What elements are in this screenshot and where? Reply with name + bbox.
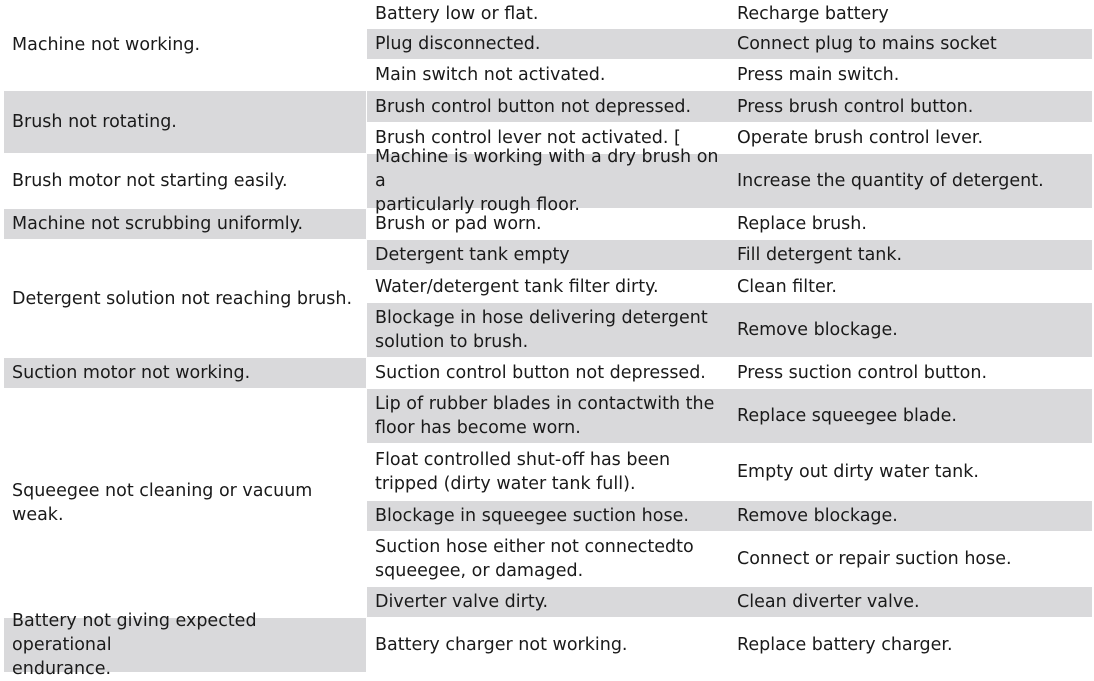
cause-cell: Battery low or flat. [375,4,539,24]
remedy-cell: Recharge battery [737,4,889,24]
cause-cell: Machine is working with a dry brush on a particularly rough floor. [367,154,729,208]
remedy-cell: Fill detergent tank. [729,240,1092,270]
cause-cell: Suction control button not depressed. [375,363,706,383]
problem-cell: Machine not scrubbing uniformly. [4,209,366,239]
cause-cell: Blockage in hose delivering detergent solution to brush. [367,303,729,357]
remedy-cell: Remove blockage. [729,303,1092,357]
remedy-cell: Connect plug to mains socket [729,29,1092,59]
cause-cell: Lip of rubber blades in contactwith the floor has become worn. [367,389,729,443]
remedy-cell: Operate brush control lever. [737,128,984,148]
remedy-cell: Remove blockage. [729,501,1092,531]
cause-cell: Blockage in squeegee suction hose. [367,501,729,531]
problem-cell: Suction motor not working. [4,358,366,388]
remedy-cell: Replace battery charger. [737,635,953,655]
remedy-cell: Clean filter. [737,276,837,297]
cause-cell: Brush control lever not activated. [ [375,128,681,148]
cause-cell: Plug disconnected. [367,29,729,59]
remedy-cell: Press brush control button. [729,91,1092,122]
cause-cell: Main switch not activated. [375,65,606,85]
problem-cell: Squeegee not cleaning or vacuum weak. [12,481,313,525]
cause-cell: Water/detergent tank filter dirty. [375,276,659,297]
remedy-cell: Replace brush. [737,214,867,234]
problem-cell: Machine not working. [12,35,201,55]
remedy-cell: Clean diverter valve. [729,587,1092,617]
problem-cell: Detergent solution not reaching brush. [12,288,353,309]
problem-cell: Brush not rotating. [4,91,366,153]
cause-cell: Battery charger not working. [375,635,628,655]
cause-cell: Brush control button not depressed. [367,91,729,122]
cause-cell: Float controlled shut-off has been tripped (dirty water tank full). [375,450,671,494]
remedy-cell: Connect or repair suction hose. [737,549,1012,569]
remedy-cell: Increase the quantity of detergent. [729,154,1092,208]
remedy-cell: Press main switch. [737,65,900,85]
problem-cell: Battery not giving expected operational endurance. [4,618,366,672]
remedy-cell: Replace squeegee blade. [729,389,1092,443]
cause-cell: Brush or pad worn. [375,214,542,234]
remedy-cell: Empty out dirty water tank. [737,462,979,482]
cause-cell: Detergent tank empty [367,240,729,270]
cause-cell: Suction hose either not connectedto squeegee, or damaged. [375,537,694,581]
remedy-cell: Press suction control button. [737,363,988,383]
problem-cell: Brush motor not starting easily. [12,171,288,191]
cause-cell: Diverter valve dirty. [367,587,729,617]
